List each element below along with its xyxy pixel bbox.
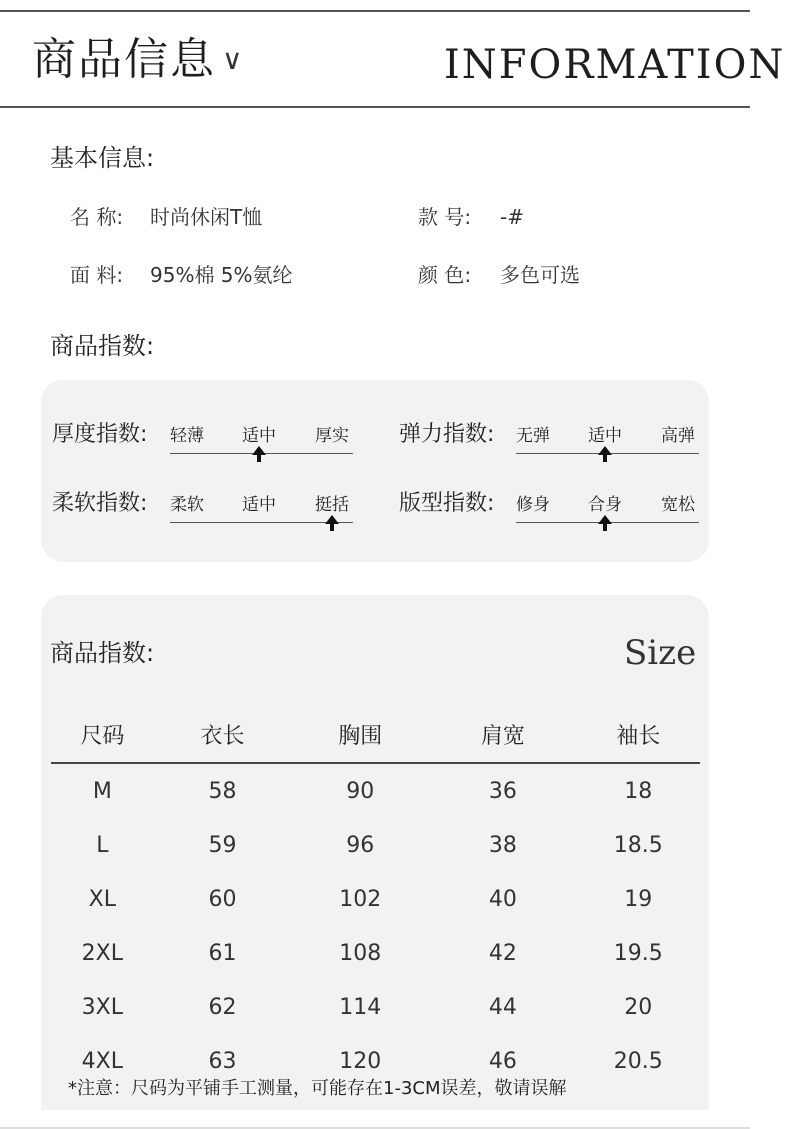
table-row [51,818,700,872]
table-cell: XL [88,886,116,912]
table-row [51,872,700,926]
top-divider [0,10,750,12]
table-row [51,980,700,1034]
index-option: 宽松 [661,495,695,515]
table-cell: 36 [488,778,517,804]
table-cell: 102 [339,886,382,912]
table-cell: 4XL [81,1048,123,1074]
column-header: 尺码 [51,706,154,763]
table-row [51,763,700,818]
size-table [51,706,700,1088]
table-cell: 3XL [81,994,123,1020]
arrow-stem [330,523,334,531]
table-cell: 19 [624,886,653,912]
table-cell: 108 [339,940,382,966]
index-label: 版型指数: [399,491,495,516]
table-cell: 20 [624,994,653,1020]
size-logo: Size [624,633,697,673]
table-cell: L [96,832,109,858]
style-label: 款 号: [418,205,472,229]
index-option: 厚实 [315,426,349,446]
color-label: 颜 色: [418,263,472,287]
index-option: 适中 [242,495,276,515]
table-cell: 59 [208,832,237,858]
index-option: 合身 [588,495,622,515]
index-option: 挺括 [315,495,349,515]
table-cell: 60 [208,886,237,912]
table-cell: 20.5 [613,1048,663,1074]
size-heading: 商品指数: [50,639,155,667]
table-cell: 18 [624,778,653,804]
table-cell: 114 [339,994,382,1020]
index-label: 厚度指数: [52,422,148,447]
table-cell: 63 [208,1048,237,1074]
index-option: 适中 [588,426,622,446]
table-cell: 44 [488,994,517,1020]
style-value: -# [500,205,524,229]
english-title: INFORMATION [444,42,785,88]
index-option: 柔软 [170,495,204,515]
table-cell: 120 [339,1048,382,1074]
column-header: 袖长 [577,706,700,763]
arrow-stem [603,523,607,531]
index-label: 柔软指数: [52,491,148,516]
index-option: 修身 [516,495,550,515]
table-cell: 42 [488,940,517,966]
index-label: 弹力指数: [399,422,495,447]
index-option: 高弹 [661,426,695,446]
index-option: 适中 [242,426,276,446]
arrow-stem [603,454,607,462]
name-value: 时尚休闲T恤 [150,205,263,229]
indices-panel [41,380,709,562]
table-cell: 40 [488,886,517,912]
table-cell: 58 [208,778,237,804]
measurement-note: *注意：尺码为平铺手工测量，可能存在1-3CM误差，敬请误解 [68,1078,567,1099]
color-value: 多色可选 [500,263,580,287]
page-title: 商品信息 [32,34,216,85]
fabric-label: 面 料: [70,263,124,287]
table-cell: 46 [488,1048,517,1074]
table-cell: 38 [488,832,517,858]
table-cell: 90 [346,778,375,804]
fabric-value: 95%棉 5%氨纶 [150,263,293,287]
arrow-stem [257,454,261,462]
table-cell: 18.5 [613,832,663,858]
table-cell: 96 [346,832,375,858]
table-cell: 62 [208,994,237,1020]
index-option: 轻薄 [170,426,204,446]
indices-heading: 商品指数: [50,332,155,360]
size-table-header [51,706,700,763]
index-option: 无弹 [516,426,550,446]
chevron-down-icon: ∨ [222,43,243,76]
table-cell: 19.5 [613,940,663,966]
column-header: 胸围 [291,706,429,763]
column-header: 肩宽 [429,706,576,763]
table-row [51,926,700,980]
column-header: 衣长 [154,706,292,763]
table-cell: M [92,778,112,804]
table-cell: 2XL [81,940,123,966]
table-cell: 61 [208,940,237,966]
header-divider [0,106,750,108]
basic-info-heading: 基本信息: [50,144,155,172]
name-label: 名 称: [70,205,124,229]
